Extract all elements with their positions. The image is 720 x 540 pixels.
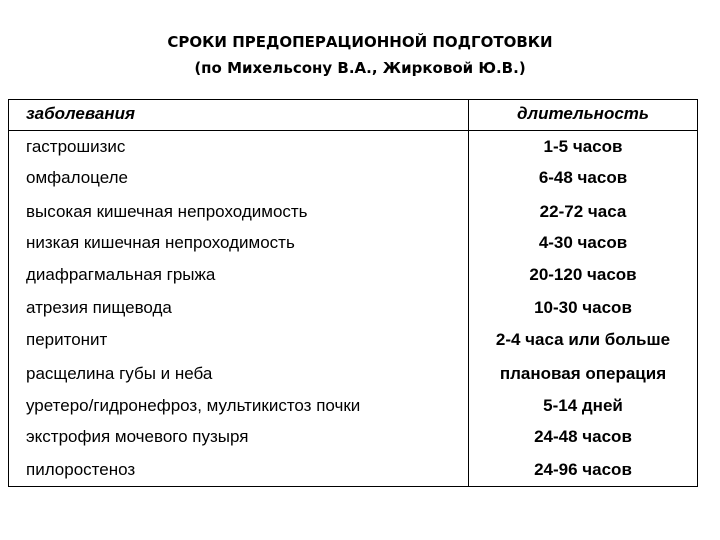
- row-disease: омфалоцеле: [26, 168, 128, 187]
- row-disease: расщелина губы и неба: [26, 364, 213, 383]
- row-duration: 22-72 часа: [539, 202, 627, 221]
- row-disease: перитонит: [26, 330, 108, 349]
- row-duration: 2-4 часа или больше: [495, 330, 671, 349]
- row-disease: диафрагмальная грыжа: [26, 265, 216, 284]
- header-duration: длительность: [516, 104, 649, 123]
- row-duration: 20-120 часов: [529, 265, 637, 284]
- row-duration: 5-14 дней: [543, 396, 623, 415]
- row-duration: 1-5 часов: [543, 137, 623, 156]
- page-title: СРОКИ ПРЕДОПЕРАЦИОННОЙ ПОДГОТОВКИ: [167, 33, 553, 51]
- row-duration: 4-30 часов: [538, 233, 628, 252]
- row-duration: 24-96 часов: [534, 460, 632, 479]
- row-duration: 24-48 часов: [534, 427, 632, 446]
- page-subtitle: (по Михельсону В.А., Жирковой Ю.В.): [194, 59, 526, 77]
- row-disease: пилоростеноз: [26, 460, 136, 479]
- row-disease: гастрошизис: [26, 137, 126, 156]
- header-disease: заболевания: [26, 104, 136, 123]
- row-disease: экстрофия мочевого пузыря: [26, 427, 249, 446]
- row-disease: уретеро/гидронефроз, мультикистоз почки: [26, 396, 361, 415]
- row-disease: атрезия пищевода: [26, 298, 172, 317]
- header-divider: [9, 130, 697, 131]
- row-duration: 6-48 часов: [538, 168, 628, 187]
- preparation-table: [8, 99, 698, 487]
- row-duration: 10-30 часов: [534, 298, 632, 317]
- row-duration: плановая операция: [499, 364, 667, 383]
- row-disease: низкая кишечная непроходимость: [26, 233, 295, 252]
- row-disease: высокая кишечная непроходимость: [26, 202, 308, 221]
